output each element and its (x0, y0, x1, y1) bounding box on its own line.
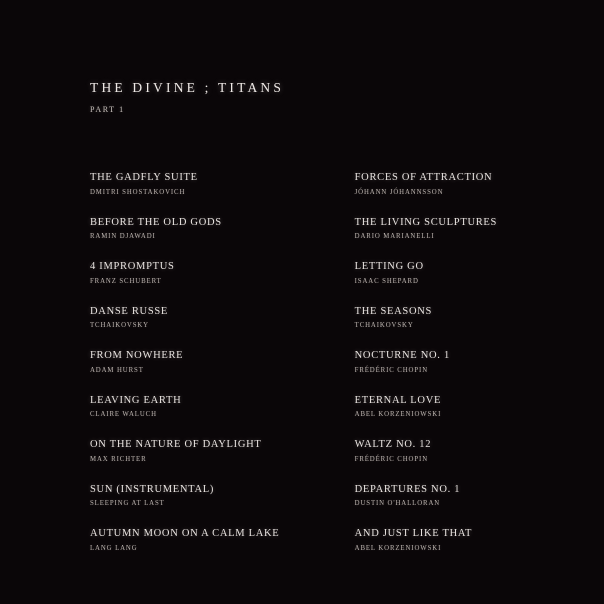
list-item[interactable] (355, 395, 550, 419)
track-title: ETERNAL LOVE (354, 394, 442, 406)
list-item[interactable] (90, 172, 355, 196)
list-item[interactable] (90, 306, 355, 330)
track-title: FORCES OF ATTRACTION (354, 172, 493, 183)
list-item[interactable] (90, 528, 355, 552)
track-artist: ABEL KORZENIOWSKI (354, 544, 442, 552)
track-title: FROM NOWHERE (90, 350, 184, 362)
track-artist: FRANZ SCHUBERT (90, 277, 162, 285)
track-title: THE SEASONS (354, 305, 433, 317)
track-artist: RAMIN DJAWADI (90, 233, 156, 241)
list-item[interactable] (355, 484, 550, 508)
track-artist: ABEL KORZENIOWSKI (354, 411, 442, 419)
list-item[interactable] (355, 350, 550, 374)
track-title: AUTUMN MOON ON A CALM LAKE (90, 528, 280, 540)
list-item[interactable] (90, 261, 355, 285)
track-title: ON THE NATURE OF DAYLIGHT (90, 439, 262, 451)
list-item[interactable] (90, 484, 355, 508)
track-artist: DUSTIN O'HALLORAN (354, 500, 441, 508)
track-artist: ISAAC SHEPARD (354, 277, 419, 285)
track-artist: SLEEPING AT LAST (90, 500, 165, 508)
track-title: NOCTURNE NO. 1 (354, 350, 450, 362)
track-artist: TCHAIKOVSKY (90, 322, 149, 330)
tracklist-columns (90, 172, 550, 552)
list-item[interactable] (355, 528, 550, 552)
list-item[interactable] (90, 350, 355, 374)
track-artist: CLAIRE WALUCH (90, 411, 157, 419)
track-title: AND JUST LIKE THAT (354, 528, 473, 540)
track-artist: FRÉDÉRIC CHOPIN (354, 455, 428, 463)
list-item[interactable] (90, 217, 355, 241)
track-title: LEAVING EARTH (90, 394, 182, 406)
playlist-header (90, 80, 284, 114)
track-title: 4 IMPROMPTUS (90, 261, 175, 273)
track-artist: TCHAIKOVSKY (354, 322, 414, 330)
list-item[interactable] (355, 306, 550, 330)
track-title: WALTZ NO. 12 (354, 439, 432, 451)
track-artist: ADAM HURST (90, 366, 144, 374)
page-title: THE DIVINE ; TITANS (90, 80, 285, 95)
track-title: BEFORE THE OLD GODS (90, 216, 222, 228)
tracklist-column-left (90, 172, 355, 552)
track-artist: LANG LANG (90, 544, 138, 552)
list-item[interactable] (355, 217, 550, 241)
list-item[interactable] (90, 395, 355, 419)
track-title: THE LIVING SCULPTURES (354, 216, 498, 228)
list-item[interactable] (355, 261, 550, 285)
list-item[interactable] (355, 439, 550, 463)
list-item[interactable] (355, 172, 550, 196)
track-artist: DMITRI SHOSTAKOVICH (90, 188, 186, 196)
page-subtitle: PART 1 (90, 105, 125, 114)
track-title: DEPARTURES NO. 1 (354, 483, 461, 495)
track-artist: DARIO MARIANELLI (354, 233, 435, 241)
track-artist: JÓHANN JÓHANNSSON (354, 188, 444, 196)
tracklist-column-right (355, 172, 550, 552)
track-title: THE GADFLY SUITE (90, 172, 198, 183)
track-artist: FRÉDÉRIC CHOPIN (354, 366, 428, 374)
track-artist: MAX RICHTER (90, 455, 147, 463)
track-title: LETTING GO (354, 261, 424, 273)
list-item[interactable] (90, 439, 355, 463)
track-title: DANSE RUSSE (90, 305, 169, 317)
track-title: SUN (INSTRUMENTAL) (90, 483, 215, 495)
